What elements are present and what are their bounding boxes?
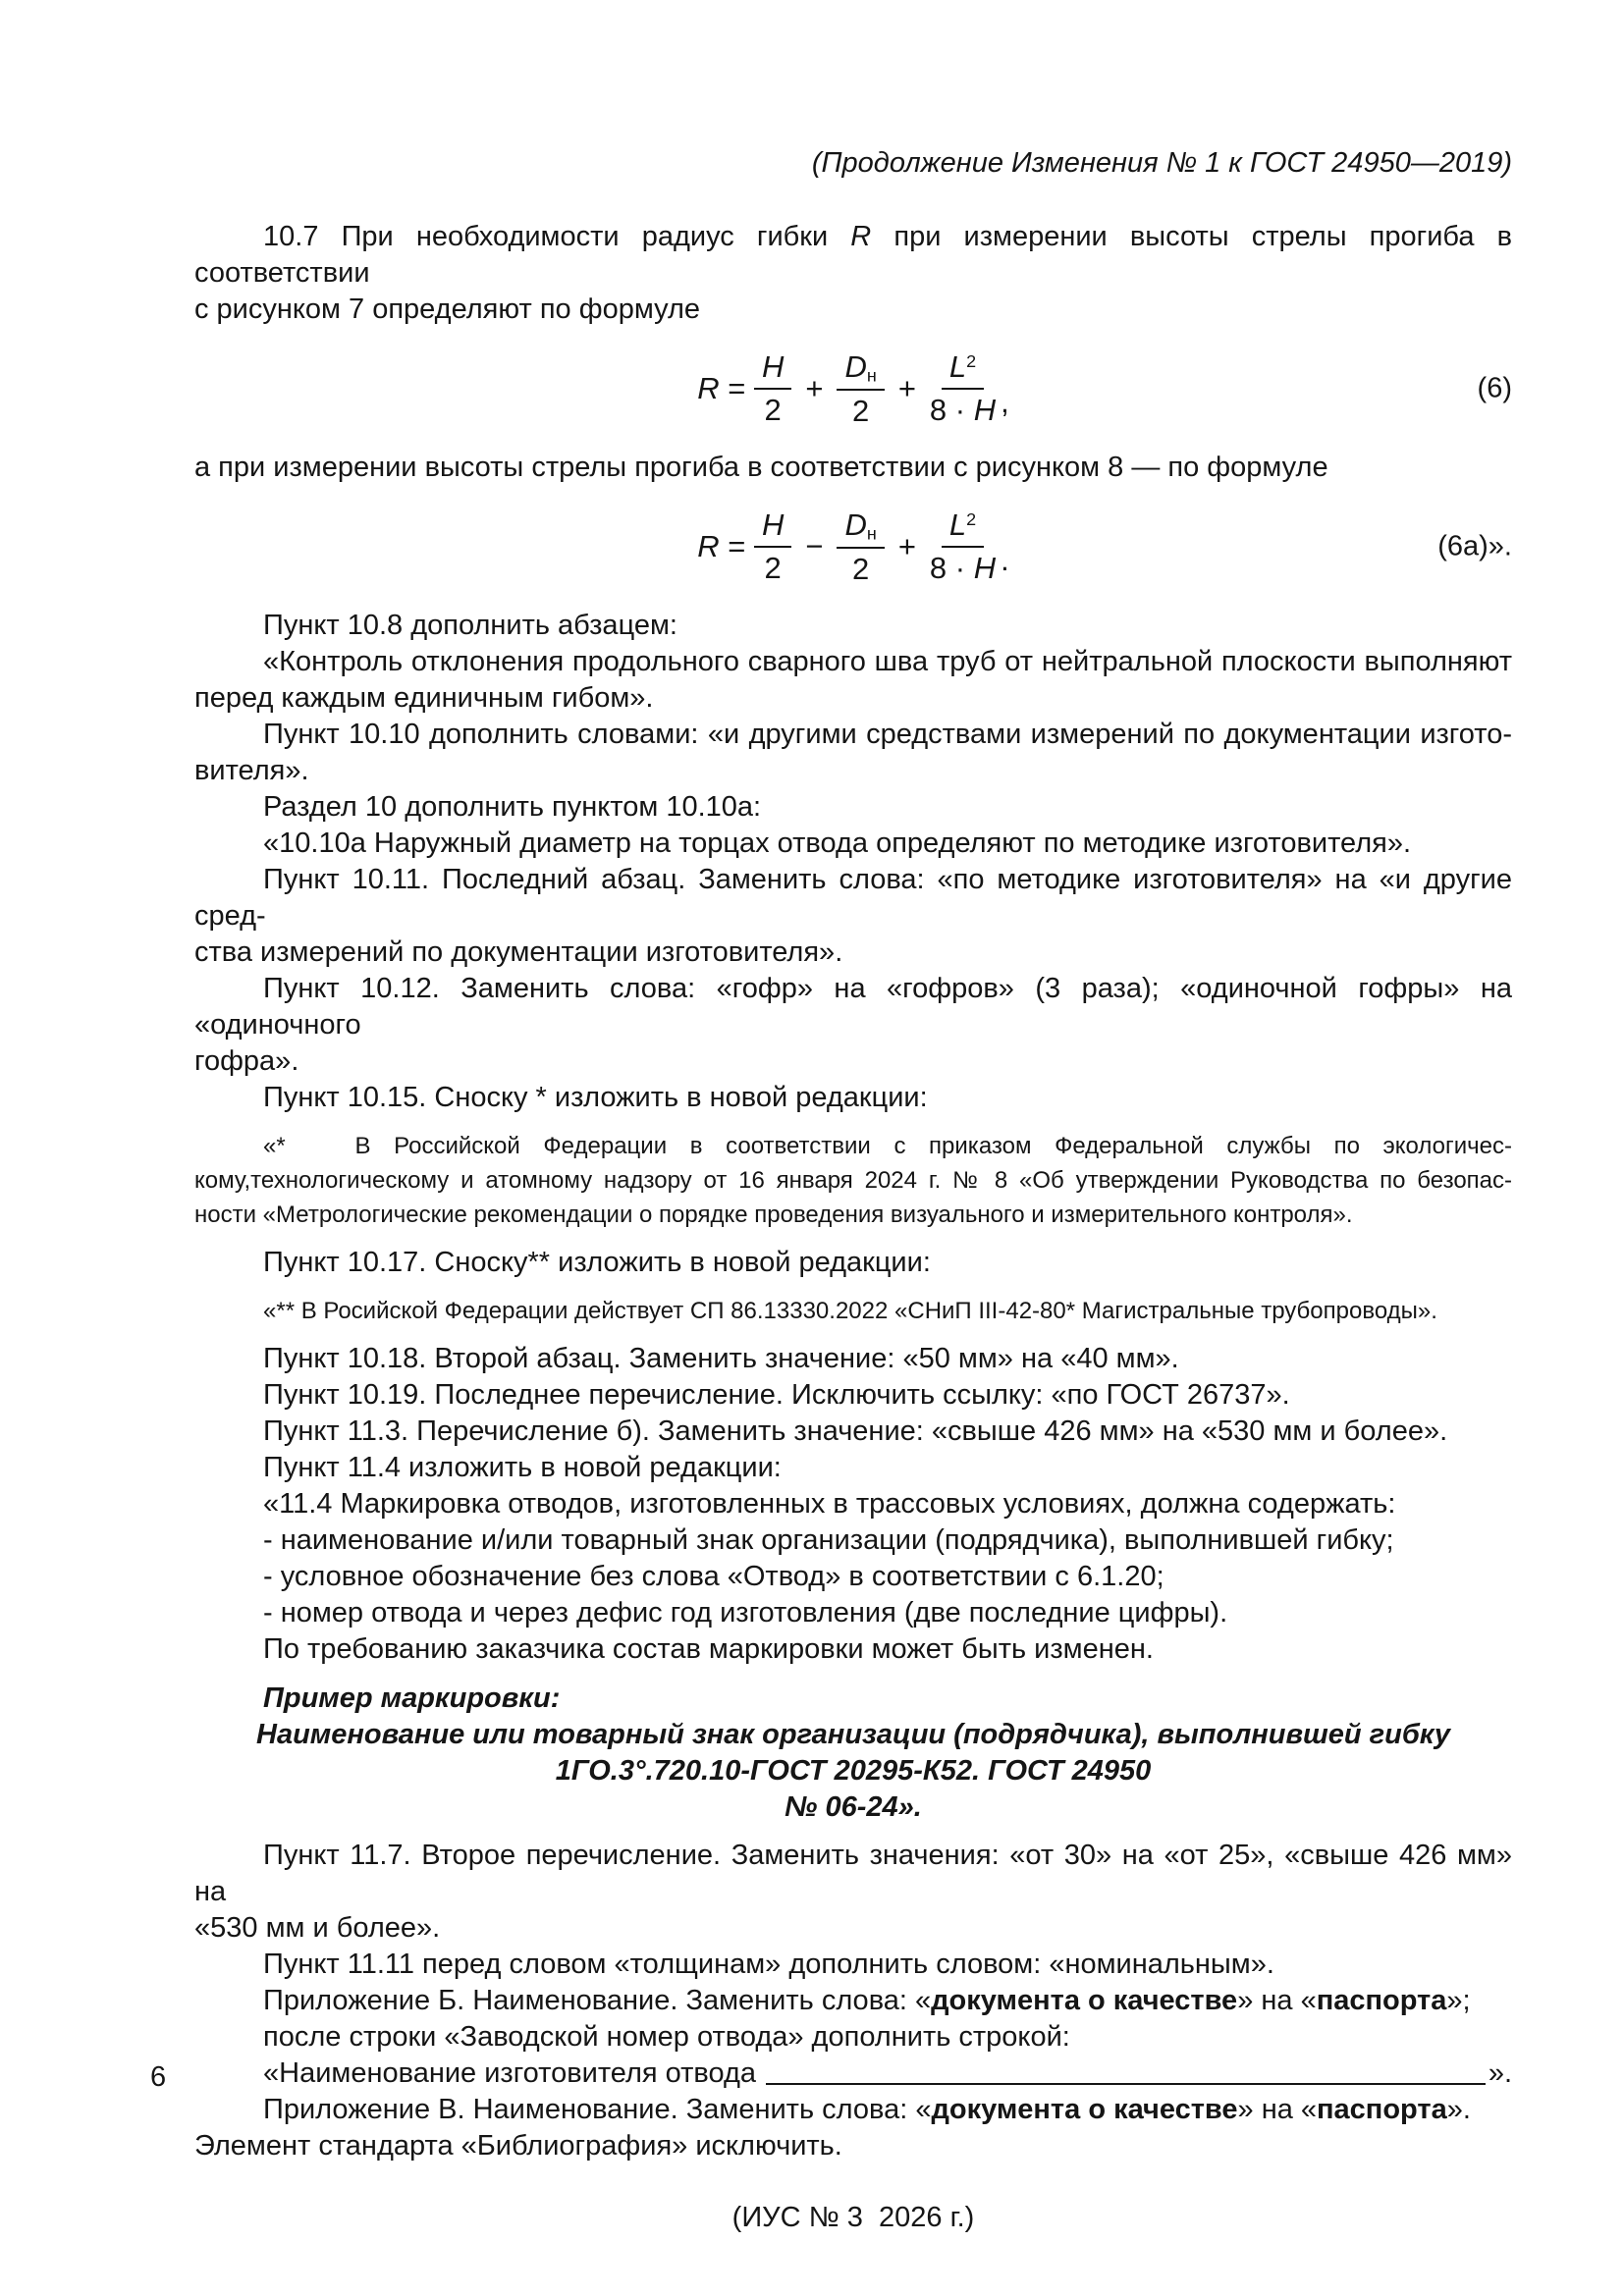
text-line: «* В Российской Федерации в соответствии с приказом Федеральной службы по экологичес-	[263, 1133, 1512, 1159]
text-line: вителя».	[194, 755, 309, 786]
text-line: Пункт 10.17. Сноску** изложить в новой редакции:	[263, 1247, 931, 1278]
vertical-spacer	[194, 1281, 1512, 1294]
text-line: «** В Росийской Федерации действует СП 86.13330.2022 «СНиП III-42-80* Магистральные трубопроводы».	[263, 1298, 1437, 1324]
fraction-denominator: 8 · H	[929, 392, 997, 427]
italic-text: H	[973, 550, 997, 585]
formula-expression: R = $\frac{H}{2}$ + $\frac{Dн}{2}$ + $\frac{L^2}{8 \cdot H}$ ,	[697, 348, 1009, 428]
fraction	[754, 349, 791, 427]
bold-text: документа о качестве	[931, 2094, 1238, 2125]
fraction-numerator	[942, 349, 984, 390]
text-line: 10.7 При необходимости радиус гибки R при измерении высоты стрелы прогиба в соответствии	[194, 221, 1512, 289]
fraction-numerator	[837, 349, 884, 391]
text-line: Пункт 11.11 перед словом «толщинам» дополнить словом: «номинальным».	[263, 1949, 1274, 1980]
subscript: н	[866, 523, 877, 544]
text-line: Наименование или товарный знак организации (подрядчика), выполнившей гибку	[256, 1719, 1450, 1750]
text-line: Пункт 10.8 дополнить абзацем:	[263, 610, 677, 641]
text-line: «11.4 Маркировка отводов, изготовленных в трассовых условиях, должна содержать:	[263, 1488, 1396, 1520]
text-line: № 06-24».	[785, 1791, 922, 1823]
fraction	[837, 507, 884, 587]
fraction	[930, 507, 996, 585]
italic-text: D	[844, 348, 867, 384]
formula-label: (6а)».	[1437, 530, 1512, 562]
fraction-denominator: 2	[852, 393, 870, 428]
text-line: Пункт 10.10 дополнить словами: «и другими средствами измерений по документации изгото-	[263, 719, 1512, 750]
vertical-spacer	[194, 1328, 1512, 1341]
text-line: - номер отвода и через дефис год изготовления (две последние цифры).	[263, 1597, 1228, 1629]
italic-text: H	[761, 349, 785, 385]
operator: +	[805, 370, 824, 405]
text-line: ства измерений по документации изготовителя».	[194, 936, 843, 968]
operator: +	[897, 370, 916, 405]
text-line: кому,технологическому и атомному надзору от 16 января 2024 г. № 8 «Об утверждении Руководства по безопас-	[194, 1167, 1512, 1194]
blank-line-prefix: «Наименование изготовителя отвода	[263, 2057, 757, 2089]
italic-text: L	[948, 507, 967, 543]
vertical-spacer	[194, 1116, 1512, 1129]
text-line: а при измерении высоты стрелы прогиба в соответствии с рисунком 8 — по формуле	[194, 452, 1328, 483]
fraction-numerator	[754, 507, 791, 548]
document-body	[194, 145, 1512, 2236]
superscript: 2	[966, 351, 977, 372]
vertical-spacer	[194, 1668, 1512, 1681]
text-line: с рисунком 7 определяют по формуле	[194, 294, 701, 325]
bold-text: документа о качестве	[931, 1985, 1238, 2016]
text-line: - наименование и/или товарный знак организации (подрядчика), выполнившей гибку;	[263, 1524, 1394, 1556]
formula-label: (6)	[1477, 372, 1512, 404]
text-line: перед каждым единичным гибом».	[194, 682, 654, 714]
fraction-denominator: 2	[764, 550, 782, 585]
fraction	[930, 349, 996, 427]
text-line: 1ГО.3°.720.10-ГОСТ 20295-К52. ГОСТ 24950	[555, 1755, 1152, 1787]
text-line: «530 мм и более».	[194, 1912, 441, 1944]
formula-punctuation: .	[1001, 543, 1009, 578]
text-line: Пункт 11.3. Перечисление б). Заменить значение: «свыше 426 мм» на «530 мм и более».	[263, 1415, 1448, 1447]
text-line: Приложение Б. Наименование. Заменить слова: «документа о качестве» на «паспорта»;	[263, 1985, 1471, 2016]
fraction-numerator	[837, 507, 884, 549]
text-line: Пункт 11.7. Второе перечисление. Заменить значения: «от 30» на «от 25», «свыше 426 мм» на	[194, 1840, 1512, 1907]
text-line: По требованию заказчика состав маркировки может быть изменен.	[263, 1633, 1154, 1665]
formula-expression: R = $\frac{H}{2}$ − $\frac{Dн}{2}$ + $\frac{L^2}{8 \cdot H}$ .	[697, 507, 1009, 586]
operator: +	[897, 528, 916, 563]
fraction-denominator: 8 · H	[929, 550, 997, 585]
text-line: Пункт 10.15. Сноску * изложить в новой редакции:	[263, 1082, 928, 1113]
text-line: - условное обозначение без слова «Отвод» в соответствии с 6.1.20;	[263, 1561, 1164, 1592]
italic-text: H	[973, 392, 997, 427]
document-lines	[194, 219, 1512, 2164]
italic-text: R	[697, 528, 720, 563]
blank-line-suffix: ».	[1488, 2057, 1512, 2089]
fraction	[754, 507, 791, 585]
superscript: 2	[966, 509, 977, 530]
fraction-denominator: 2	[852, 551, 870, 586]
italic-text: R	[850, 221, 872, 252]
formula-punctuation: ,	[1001, 385, 1009, 420]
operator: −	[805, 528, 824, 563]
page-number: 6	[150, 2061, 167, 2093]
text-line: Пункт 10.11. Последний абзац. Заменить слова: «по методике изготовителя» на «и другие сред-	[194, 864, 1512, 932]
text-line: Приложение В. Наименование. Заменить слова: «документа о качестве» на «паспорта».	[263, 2094, 1471, 2125]
italic-text: H	[761, 507, 785, 543]
fraction-numerator	[754, 349, 791, 390]
page-header: (Продолжение Изменения № 1 к ГОСТ 24950—2019)	[811, 147, 1512, 179]
formula-row-1	[194, 342, 1512, 436]
italic-text: D	[844, 507, 867, 542]
text-line: «Контроль отклонения продольного сварного шва труб от нейтральной плоскости выполняют	[263, 646, 1512, 677]
bold-text: паспорта	[1316, 1985, 1447, 2016]
text-line: «10.10а Наружный диаметр на торцах отвода определяют по методике изготовителя».	[263, 828, 1412, 859]
text-line: Пункт 10.19. Последнее перечисление. Исключить ссылку: «по ГОСТ 26737».	[263, 1379, 1290, 1411]
fraction-numerator	[942, 507, 984, 548]
text-line: Пункт 11.4 изложить в новой редакции:	[263, 1452, 782, 1483]
text-line: после строки «Заводской номер отвода» дополнить строкой:	[263, 2021, 1070, 2053]
text-line: Раздел 10 дополнить пунктом 10.10а:	[263, 791, 762, 823]
fraction-denominator: 2	[764, 392, 782, 427]
vertical-spacer	[194, 1826, 1512, 1838]
fill-in-blank-line	[194, 2056, 1512, 2092]
italic-text: R	[697, 370, 720, 405]
text-line: Элемент стандарта «Библиография» исключить.	[194, 2130, 842, 2162]
subscript: н	[866, 365, 877, 386]
fraction	[837, 349, 884, 429]
bold-text: паспорта	[1317, 2094, 1447, 2125]
blank-underline	[766, 2083, 1486, 2085]
text-line: Пункт 10.12. Заменить слова: «гофр» на «гофров» (3 раза); «одиночной гофры» на «одиночного	[194, 973, 1512, 1041]
text-line: Пример маркировки:	[263, 1682, 561, 1714]
footer-issue-note: (ИУС № 3 2026 г.)	[731, 2202, 975, 2233]
formula-row-2	[194, 500, 1512, 594]
text-line: Пункт 10.18. Второй абзац. Заменить значение: «50 мм» на «40 мм».	[263, 1343, 1179, 1374]
text-line: ности «Метрологические рекомендации о порядке проведения визуального и измерительного контроля».	[194, 1201, 1353, 1228]
italic-text: L	[948, 349, 967, 385]
text-line: гофра».	[194, 1045, 299, 1077]
vertical-spacer	[194, 1232, 1512, 1245]
